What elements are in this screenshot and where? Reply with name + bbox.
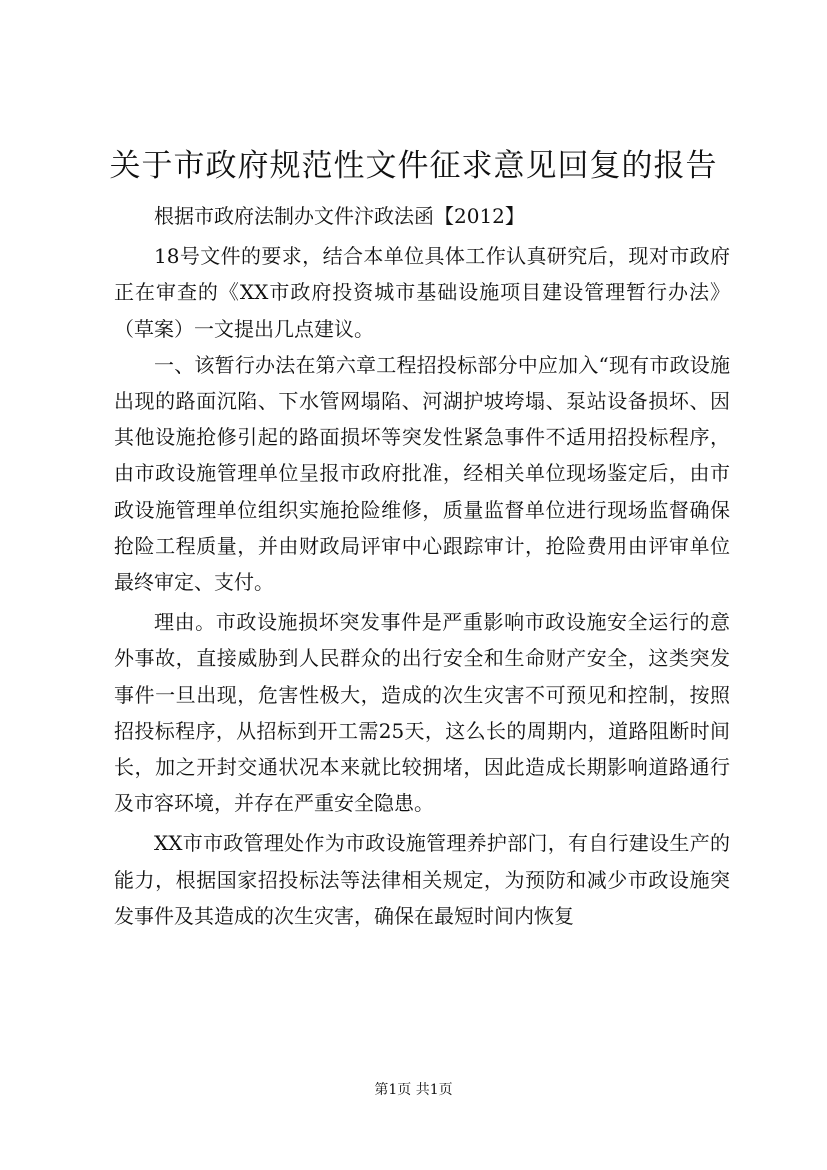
document-title: 关于市政府规范性文件征求意见回复的报告 <box>109 148 718 184</box>
paragraph-suggestion-one: 一、该暂行办法在第六章工程招投标部分中应加入“现有市政设施出现的路面沉陷、下水管网塌陷、河湖护坡垮塌、泵站设备损坏、因其他设施抢修引起的路面损坏等突发性紧急事件不适用招投标程序，由市政设施管理单位呈报市政府批准，经相关单位现场鉴定后，由市政设施管理单位组织实施抢险维修，质量监督单位进行现场监督确保抢险工程质量，并由财政局评审中心跟踪审计，抢险费用由评审单位最终审定、支付。 <box>114 352 730 595</box>
document-body <box>114 198 730 934</box>
paragraph-intro: 18号文件的要求，结合本单位具体工作认真研究后，现对市政府正在审查的《XX市政府投资城市基础设施项目建设管理暂行办法》（草案）一文提出几点建议。 <box>114 244 730 341</box>
paragraph-reference: 根据市政府法制办文件汴政法函【2012】 <box>154 204 525 228</box>
page-footer: 第1页 共1页 <box>374 1082 453 1098</box>
paragraph-reason: 理由。市政设施损坏突发事件是严重影响市政设施安全运行的意外事故，直接威胁到人民群众的出行安全和生命财产安全，这类突发事件一旦出现，危害性极大，造成的次生灾害不可预见和控制，按照招投标程序，从招标到开工需25天，这么长的周期内，道路阻断时间长，加之开封交通状况本来就比较拥堵，因此造成长期影响道路通行及市容环境，并存在严重安全隐患。 <box>114 610 730 816</box>
paragraph-management-office: XX市市政管理处作为市政设施管理养护部门，有自行建设生产的能力，根据国家招投标法等法律相关规定，为预防和减少市政设施突发事件及其造成的次生灾害，确保在最短时间内恢复 <box>114 831 730 928</box>
